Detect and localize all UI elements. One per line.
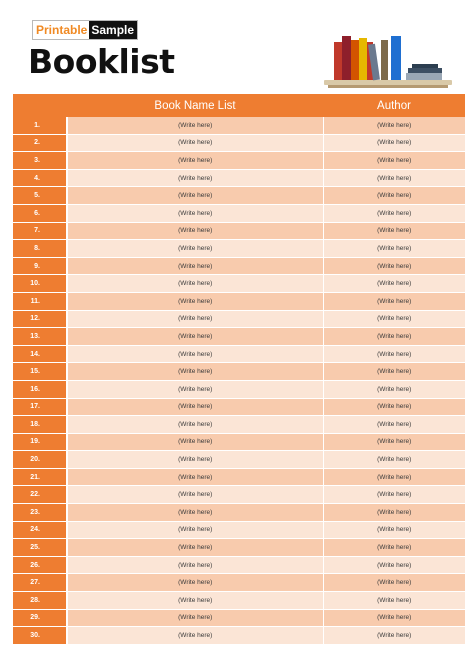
- table-row: [13, 574, 465, 592]
- author-cell[interactable]: (Write here): [323, 134, 465, 152]
- row-number: 16.: [13, 380, 67, 398]
- book-name-cell[interactable]: (Write here): [67, 380, 323, 398]
- author-cell[interactable]: (Write here): [323, 292, 465, 310]
- book-name-cell[interactable]: (Write here): [67, 609, 323, 627]
- author-cell[interactable]: (Write here): [323, 451, 465, 469]
- book-name-cell[interactable]: (Write here): [67, 574, 323, 592]
- book-name-cell[interactable]: (Write here): [67, 451, 323, 469]
- table-row: [13, 345, 465, 363]
- book-name-cell[interactable]: (Write here): [67, 169, 323, 187]
- table-row: [13, 169, 465, 187]
- author-cell[interactable]: (Write here): [323, 169, 465, 187]
- row-number: 5.: [13, 187, 67, 205]
- table-row: [13, 609, 465, 627]
- brand-logo-part1: Printable: [33, 21, 89, 39]
- book-name-cell[interactable]: (Write here): [67, 486, 323, 504]
- author-cell[interactable]: (Write here): [323, 609, 465, 627]
- book-name-cell[interactable]: (Write here): [67, 363, 323, 381]
- book-name-cell[interactable]: (Write here): [67, 292, 323, 310]
- author-cell[interactable]: (Write here): [323, 345, 465, 363]
- table-row: [13, 275, 465, 293]
- author-cell[interactable]: (Write here): [323, 592, 465, 610]
- table-row: [13, 416, 465, 434]
- table-row: [13, 363, 465, 381]
- book-name-cell[interactable]: (Write here): [67, 433, 323, 451]
- author-cell[interactable]: (Write here): [323, 275, 465, 293]
- author-cell[interactable]: (Write here): [323, 363, 465, 381]
- header-number: [13, 94, 67, 117]
- table-row: [13, 240, 465, 258]
- author-cell[interactable]: (Write here): [323, 117, 465, 134]
- row-number: 28.: [13, 592, 67, 610]
- author-cell[interactable]: (Write here): [323, 468, 465, 486]
- table-row: [13, 292, 465, 310]
- row-number: 12.: [13, 310, 67, 328]
- author-cell[interactable]: (Write here): [323, 416, 465, 434]
- author-cell[interactable]: (Write here): [323, 521, 465, 539]
- row-number: 9.: [13, 257, 67, 275]
- row-number: 7.: [13, 222, 67, 240]
- row-number: 2.: [13, 134, 67, 152]
- table-row: [13, 556, 465, 574]
- row-number: 27.: [13, 574, 67, 592]
- table-row: [13, 398, 465, 416]
- table-row: [13, 521, 465, 539]
- book-name-cell[interactable]: (Write here): [67, 240, 323, 258]
- row-number: 4.: [13, 169, 67, 187]
- author-cell[interactable]: (Write here): [323, 539, 465, 557]
- row-number: 10.: [13, 275, 67, 293]
- row-number: 11.: [13, 292, 67, 310]
- row-number: 1.: [13, 117, 67, 134]
- table-row: [13, 310, 465, 328]
- author-cell[interactable]: (Write here): [323, 187, 465, 205]
- table-row: [13, 134, 465, 152]
- table-row: [13, 152, 465, 170]
- author-cell[interactable]: (Write here): [323, 380, 465, 398]
- books-on-shelf-icon: [324, 30, 454, 92]
- author-cell[interactable]: (Write here): [323, 556, 465, 574]
- author-cell[interactable]: (Write here): [323, 486, 465, 504]
- booklist-table: [13, 94, 465, 645]
- table-row: [13, 204, 465, 222]
- table-row: [13, 257, 465, 275]
- author-cell[interactable]: (Write here): [323, 222, 465, 240]
- row-number: 15.: [13, 363, 67, 381]
- book-name-cell[interactable]: (Write here): [67, 416, 323, 434]
- author-cell[interactable]: (Write here): [323, 574, 465, 592]
- row-number: 21.: [13, 468, 67, 486]
- book-name-cell[interactable]: (Write here): [67, 627, 323, 645]
- row-number: 3.: [13, 152, 67, 170]
- author-cell[interactable]: (Write here): [323, 328, 465, 346]
- row-number: 25.: [13, 539, 67, 557]
- row-number: 19.: [13, 433, 67, 451]
- author-cell[interactable]: (Write here): [323, 310, 465, 328]
- table-row: [13, 468, 465, 486]
- table-row: [13, 380, 465, 398]
- book-name-cell[interactable]: (Write here): [67, 521, 323, 539]
- author-cell[interactable]: (Write here): [323, 240, 465, 258]
- row-number: 14.: [13, 345, 67, 363]
- brand-logo: [32, 20, 138, 40]
- book-name-cell[interactable]: (Write here): [67, 257, 323, 275]
- author-cell[interactable]: (Write here): [323, 257, 465, 275]
- page-title: Booklist: [28, 42, 175, 81]
- book-name-cell[interactable]: (Write here): [67, 117, 323, 134]
- author-cell[interactable]: (Write here): [323, 627, 465, 645]
- row-number: 26.: [13, 556, 67, 574]
- book-name-cell[interactable]: (Write here): [67, 152, 323, 170]
- author-cell[interactable]: (Write here): [323, 152, 465, 170]
- table-row: [13, 592, 465, 610]
- book-name-cell[interactable]: (Write here): [67, 134, 323, 152]
- table-row: [13, 187, 465, 205]
- table-header-row: [13, 94, 465, 117]
- brand-logo-part2: Sample: [89, 21, 137, 39]
- row-number: 22.: [13, 486, 67, 504]
- book-name-cell[interactable]: (Write here): [67, 398, 323, 416]
- row-number: 29.: [13, 609, 67, 627]
- table-row: [13, 504, 465, 522]
- author-cell[interactable]: (Write here): [323, 504, 465, 522]
- table-row: [13, 539, 465, 557]
- table-row: [13, 328, 465, 346]
- book-name-cell[interactable]: (Write here): [67, 345, 323, 363]
- book-name-cell[interactable]: (Write here): [67, 222, 323, 240]
- book-name-cell[interactable]: (Write here): [67, 187, 323, 205]
- book-name-cell[interactable]: (Write here): [67, 539, 323, 557]
- row-number: 17.: [13, 398, 67, 416]
- book-name-cell[interactable]: (Write here): [67, 204, 323, 222]
- author-cell[interactable]: (Write here): [323, 398, 465, 416]
- book-name-cell[interactable]: (Write here): [67, 504, 323, 522]
- row-number: 23.: [13, 504, 67, 522]
- header-author: Author: [323, 94, 465, 117]
- book-name-cell[interactable]: (Write here): [67, 275, 323, 293]
- table-row: [13, 117, 465, 134]
- row-number: 18.: [13, 416, 67, 434]
- row-number: 30.: [13, 627, 67, 645]
- table-row: [13, 451, 465, 469]
- header-book-name: Book Name List: [67, 94, 323, 117]
- book-name-cell[interactable]: (Write here): [67, 310, 323, 328]
- row-number: 20.: [13, 451, 67, 469]
- book-name-cell[interactable]: (Write here): [67, 328, 323, 346]
- book-name-cell[interactable]: (Write here): [67, 556, 323, 574]
- book-name-cell[interactable]: (Write here): [67, 468, 323, 486]
- table-row: [13, 222, 465, 240]
- table-row: [13, 486, 465, 504]
- table-row: [13, 433, 465, 451]
- author-cell[interactable]: (Write here): [323, 433, 465, 451]
- row-number: 24.: [13, 521, 67, 539]
- row-number: 13.: [13, 328, 67, 346]
- row-number: 6.: [13, 204, 67, 222]
- table-row: [13, 627, 465, 645]
- book-name-cell[interactable]: (Write here): [67, 592, 323, 610]
- author-cell[interactable]: (Write here): [323, 204, 465, 222]
- row-number: 8.: [13, 240, 67, 258]
